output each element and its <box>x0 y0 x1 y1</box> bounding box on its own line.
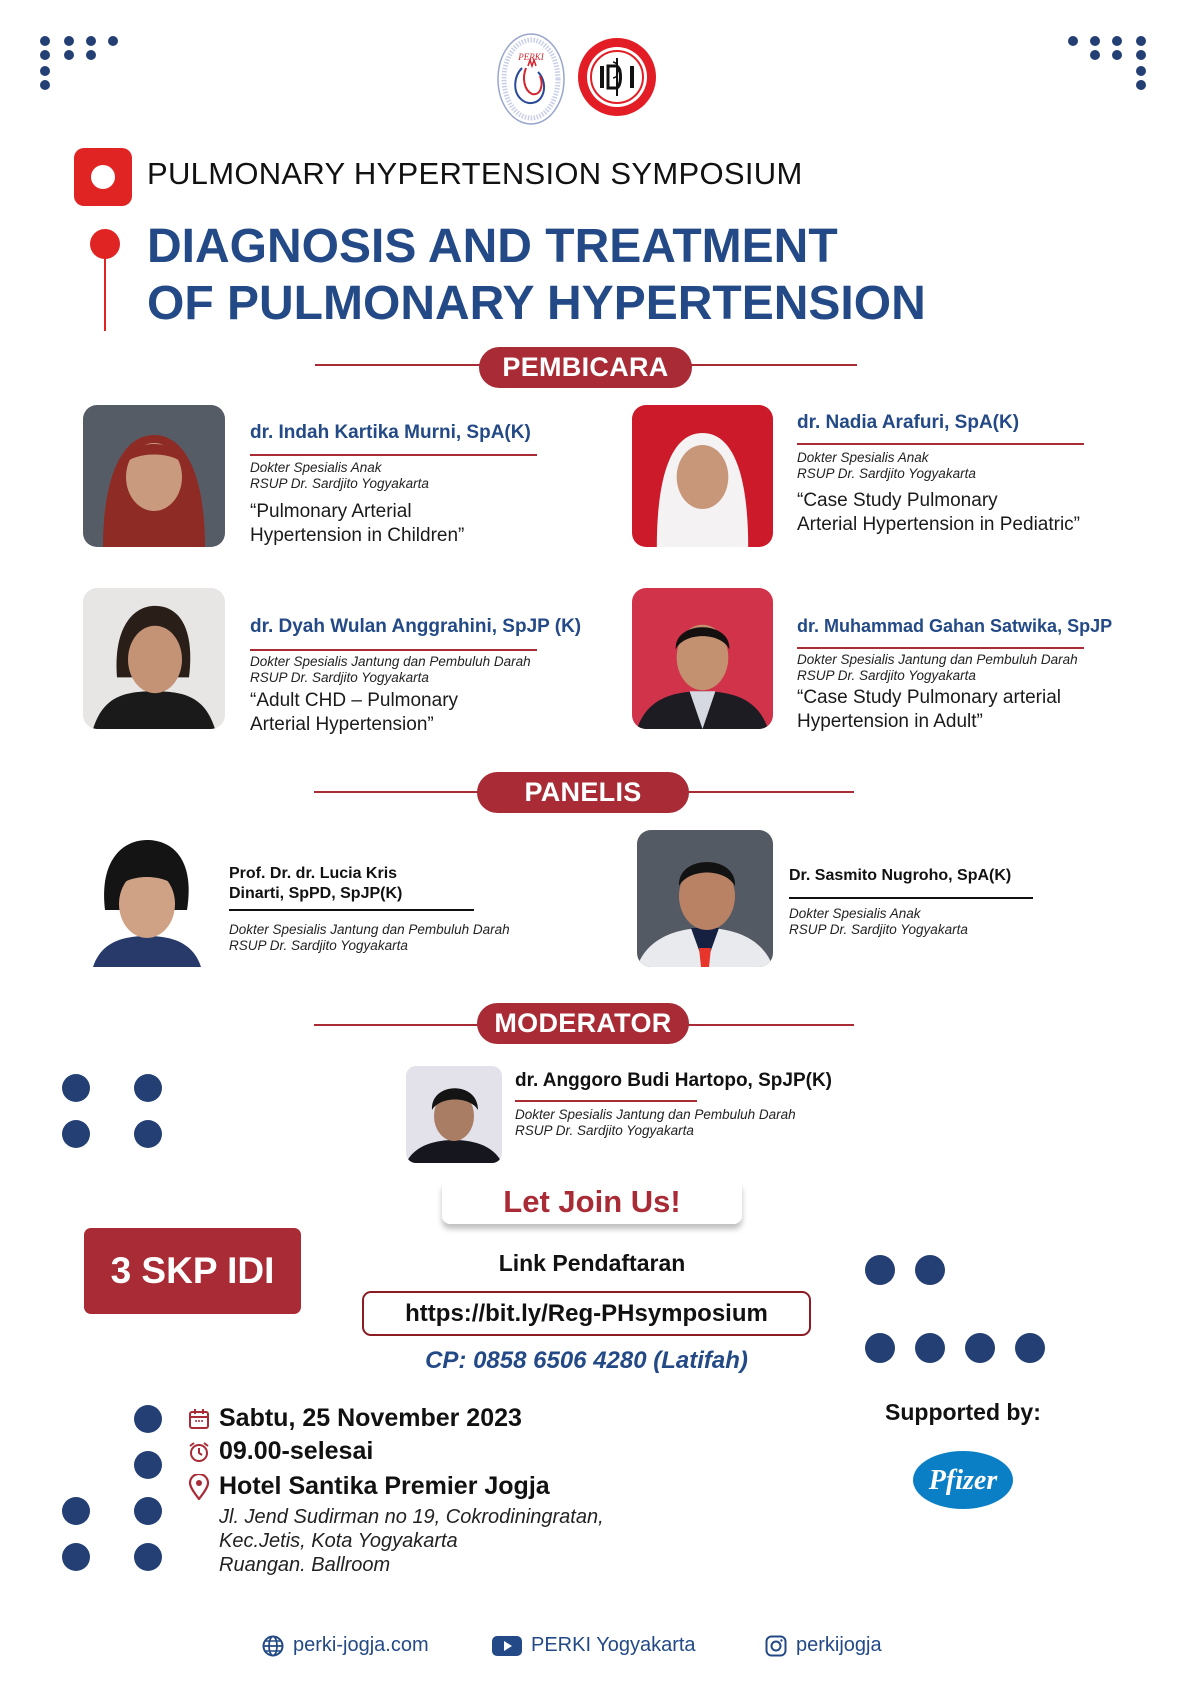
panelist-role: Dokter Spesialis Jantung dan Pembuluh Darah RSUP Dr. Sardjito Yogyakarta <box>229 922 510 953</box>
youtube-label: PERKI Yogyakarta <box>531 1634 696 1656</box>
speaker-photo <box>83 405 225 547</box>
contact-person: CP: 0858 6506 4280 (Latifah) <box>425 1347 748 1374</box>
perki-logo <box>496 32 566 126</box>
moderator-role: Dokter Spesialis Jantung dan Pembuluh Darah RSUP Dr. Sardjito Yogyakarta <box>515 1107 796 1138</box>
speaker-topic: “Case Study Pulmonary Arterial Hypertension in Pediatric” <box>797 490 1081 535</box>
event-venue: Hotel Santika Premier Jogja <box>219 1472 550 1500</box>
page-title <box>147 218 926 332</box>
idi-logo <box>576 36 658 118</box>
footer-website[interactable] <box>262 1634 429 1657</box>
registration-link-label: Link Pendaftaran <box>498 1250 686 1276</box>
panelist-underline <box>229 909 474 911</box>
speaker-photo <box>632 405 773 547</box>
alarm-clock-icon <box>188 1441 210 1463</box>
speaker-role: Dokter Spesialis Jantung dan Pembuluh Darah RSUP Dr. Sardjito Yogyakarta <box>797 652 1078 683</box>
moderator-name: dr. Anggoro Budi Hartopo, SpJP(K) <box>515 1070 832 1091</box>
svg-text:PERKI: PERKI <box>518 52 544 62</box>
location-pin-icon <box>188 1474 210 1500</box>
speaker-topic: “Pulmonary Arterial Hypertension in Children” <box>250 501 465 546</box>
join-button[interactable]: Let Join Us! <box>442 1180 742 1224</box>
moderator-photo <box>406 1066 502 1163</box>
instagram-label: perkijogja <box>796 1634 882 1656</box>
footer-instagram[interactable] <box>765 1634 882 1657</box>
youtube-icon <box>492 1635 522 1657</box>
panelist-role: Dokter Spesialis Anak RSUP Dr. Sardjito Yogyakarta <box>789 906 968 937</box>
event-address: Jl. Jend Sudirman no 19, Cokrodiningratan, Kec.Jetis, Kota Yogyakarta Ruangan. Ballroom <box>219 1506 604 1576</box>
speaker-name: dr. Dyah Wulan Anggrahini, SpJP (K) <box>250 616 582 637</box>
speaker-underline <box>250 454 537 456</box>
title-line-2: OF PULMONARY HYPERTENSION <box>147 277 926 330</box>
svg-text:Pfizer: Pfizer <box>928 1465 998 1496</box>
speaker-name: dr. Muhammad Gahan Satwika, SpJP <box>797 616 1113 636</box>
speaker-role: Dokter Spesialis Anak RSUP Dr. Sardjito Yogyakarta <box>797 450 976 481</box>
event-type-label: PULMONARY HYPERTENSION SYMPOSIUM <box>147 156 803 191</box>
panelist-photo <box>83 830 211 967</box>
panelist-name: Prof. Dr. dr. Lucia Kris Dinarti, SpPD, SpJP(K) <box>229 865 403 902</box>
footer-youtube[interactable] <box>492 1634 696 1657</box>
event-date: Sabtu, 25 November 2023 <box>219 1404 522 1432</box>
speaker-topic: “Adult CHD – Pulmonary Arterial Hypertension” <box>250 690 459 735</box>
instagram-icon <box>765 1635 787 1657</box>
title-line-1: DIAGNOSIS AND TREATMENT <box>147 220 838 273</box>
globe-icon <box>262 1635 284 1657</box>
calendar-icon <box>188 1408 210 1430</box>
registration-url-link[interactable]: https://bit.ly/Reg-PHsymposium <box>362 1291 811 1336</box>
speaker-underline <box>250 649 537 651</box>
speaker-topic: “Case Study Pulmonary arterial Hypertension in Adult” <box>797 687 1061 732</box>
moderator-heading: MODERATOR <box>477 1003 689 1044</box>
website-label: perki-jogja.com <box>293 1634 429 1656</box>
speaker-underline <box>797 647 1084 649</box>
speaker-name: dr. Nadia Arafuri, SpA(K) <box>797 412 1020 433</box>
moderator-underline <box>515 1100 697 1102</box>
symposium-record-icon <box>74 148 132 206</box>
panelist-name: Dr. Sasmito Nugroho, SpA(K) <box>789 867 1012 884</box>
speaker-name: dr. Indah Kartika Murni, SpA(K) <box>250 422 531 443</box>
panelists-heading: PANELIS <box>477 772 689 813</box>
panelist-underline <box>789 897 1033 899</box>
speaker-underline <box>797 443 1084 445</box>
supported-by-label: Supported by: <box>885 1399 1041 1425</box>
event-time: 09.00-selesai <box>219 1437 374 1465</box>
panelist-photo <box>637 830 773 967</box>
speakers-heading: PEMBICARA <box>479 347 692 388</box>
pfizer-logo <box>912 1450 1014 1510</box>
skp-badge: 3 SKP IDI <box>84 1228 301 1314</box>
speaker-role: Dokter Spesialis Anak RSUP Dr. Sardjito Yogyakarta <box>250 460 429 491</box>
speaker-photo <box>83 588 225 729</box>
title-pin-line <box>104 255 106 331</box>
speaker-role: Dokter Spesialis Jantung dan Pembuluh Darah RSUP Dr. Sardjito Yogyakarta <box>250 654 531 685</box>
speaker-photo <box>632 588 773 729</box>
